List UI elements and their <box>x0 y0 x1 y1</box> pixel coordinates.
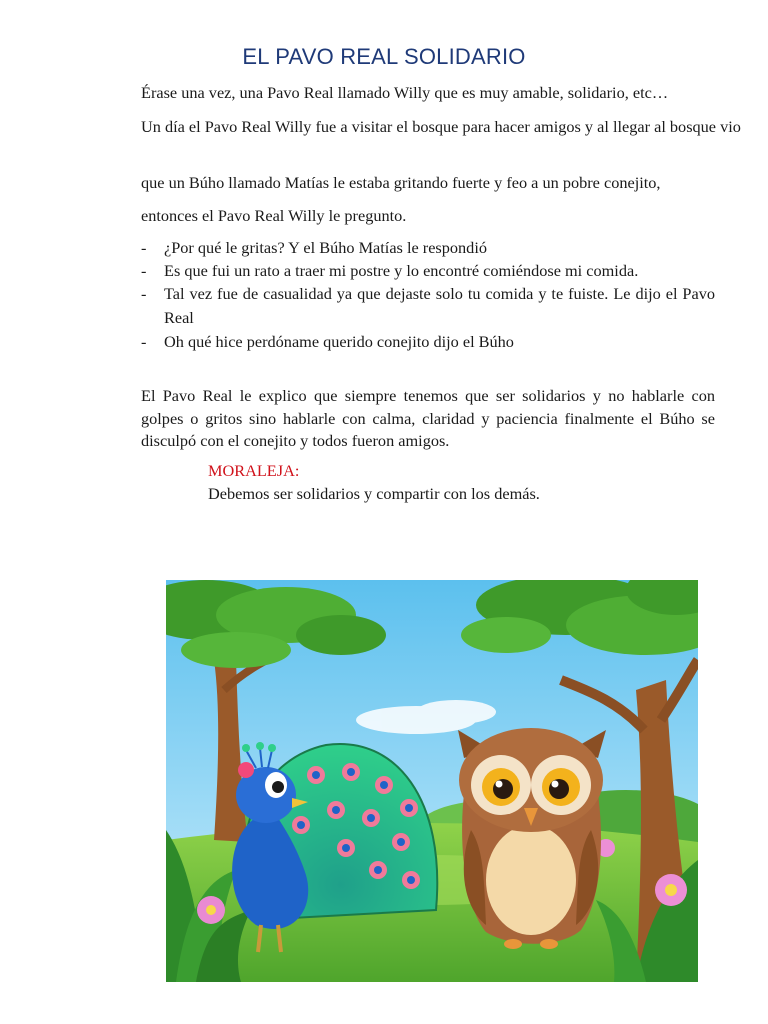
dialogue-text: ¿Por qué le gritas? Y el Búho Matías le respondió <box>164 238 487 257</box>
dialogue-line <box>141 236 715 259</box>
dialogue-dash: - <box>141 238 147 257</box>
dialogue-line <box>141 282 715 330</box>
dialogue-line <box>141 259 715 282</box>
owl <box>458 728 606 949</box>
paragraph-question: entonces el Pavo Real Willy le pregunto. <box>141 206 407 225</box>
dialogue-list <box>141 236 715 353</box>
moral-text: Debemos ser solidarios y compartir con los demás. <box>208 484 540 503</box>
dialogue-dash: - <box>141 284 147 303</box>
forest-scene-image <box>166 580 698 982</box>
story-illustration <box>166 580 698 982</box>
dialogue-dash: - <box>141 332 147 351</box>
dialogue-dash: - <box>141 261 147 280</box>
dialogue-text: Oh qué hice perdóname querido conejito dijo el Búho <box>164 332 514 351</box>
paragraph-owl: que un Búho llamado Matías le estaba gritando fuerte y feo a un pobre conejito, <box>141 173 661 192</box>
dialogue-line <box>141 330 715 353</box>
paragraph-visit: Un día el Pavo Real Willy fue a visitar el bosque para hacer amigos y al llegar al bosque vio <box>141 117 741 136</box>
closing-paragraph: El Pavo Real le explico que siempre tenemos que ser solidarios y no hablarle con golpes o gritos sino hablarle con calma, claridad y paciencia finalmente el Búho se disculpó con el conejito y todos fueron amigos. <box>141 386 715 450</box>
dialogue-text: Es que fui un rato a traer mi postre y lo encontré comiéndose mi comida. <box>164 261 639 280</box>
story-title: EL PAVO REAL SOLIDARIO <box>242 44 526 69</box>
moral-label: MORALEJA: <box>208 461 300 480</box>
paragraph-intro: Érase una vez, una Pavo Real llamado Willy que es muy amable, solidario, etc… <box>141 83 669 102</box>
dialogue-text: Tal vez fue de casualidad ya que dejaste solo tu comida y te fuiste. Le dijo el Pavo Real <box>164 284 715 327</box>
